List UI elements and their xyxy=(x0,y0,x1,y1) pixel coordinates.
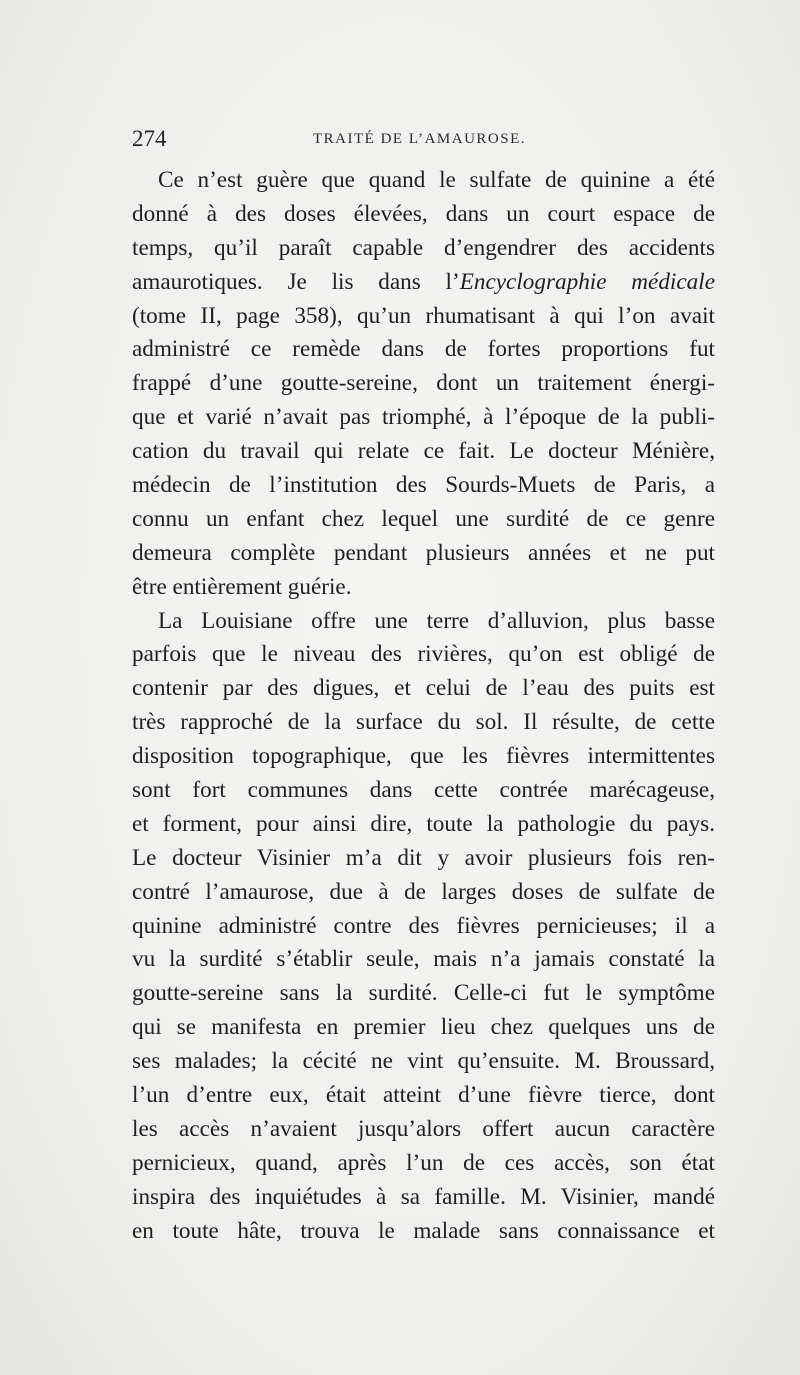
text-line: cation du travail qui relate ce fait. Le docteur Ménière, xyxy=(132,438,715,465)
text-line: contré l’amaurose, due à de larges doses de sulfate de xyxy=(132,878,715,905)
text-line: Ce n’est guère que quand le sulfate de quinine a été xyxy=(158,167,715,193)
text-line: administré ce remède dans de fortes proportions fut xyxy=(132,336,715,363)
text-line: frappé d’une goutte-sereine, dont un traitement énergi- xyxy=(132,370,715,397)
text-line xyxy=(132,266,715,300)
body-text xyxy=(132,164,715,1249)
text-line: ses malades; la cécité ne vint qu’ensuite. M. Broussard, xyxy=(132,1048,715,1075)
text-line: disposition topographique, que les fièvres intermittentes xyxy=(132,743,715,770)
text-line: en toute hâte, trouva le malade sans connaissance et xyxy=(132,1217,715,1244)
text-line: Le docteur Visinier m’a dit y avoir plusieurs fois ren- xyxy=(132,844,715,871)
text-line: (tome II, page 358), qu’un rhumatisant à qui l’on avait xyxy=(132,302,715,329)
text-line-start: amaurotiques. Je lis dans l’ xyxy=(132,268,460,295)
text-line: être entièrement guérie. xyxy=(132,573,352,600)
text-line: médecin de l’institution des Sourds-Muets de Paris, a xyxy=(132,472,715,499)
text-line: vu la surdité s’établir seule, mais n’a jamais constaté la xyxy=(132,946,715,973)
text-line: et forment, pour ainsi dire, toute la pathologie du pays. xyxy=(132,810,715,837)
running-head: TRAITÉ DE L’AMAUROSE. xyxy=(313,131,527,147)
page-number: 274 xyxy=(132,126,167,151)
text-line: sont fort communes dans cette contrée marécageuse, xyxy=(132,777,715,804)
text-line: temps, qu’il paraît capable d’engendrer des accidents xyxy=(132,234,715,261)
text-line: goutte-sereine sans la surdité. Celle-ci fut le symptôme xyxy=(132,980,715,1007)
text-line: que et varié n’avait pas triomphé, à l’époque de la publi- xyxy=(132,404,715,431)
text-line: connu un enfant chez lequel une surdité de ce genre xyxy=(132,505,715,532)
text-line: inspira des inquiétudes à sa famille. M. Visinier, mandé xyxy=(132,1183,715,1210)
text-line: les accès n’avaient jusqu’alors offert aucun caractère xyxy=(132,1115,715,1142)
text-line: qui se manifesta en premier lieu chez quelques uns de xyxy=(132,1014,715,1041)
italic-title: Encyclographie médicale xyxy=(459,268,715,295)
text-line: l’un d’entre eux, était atteint d’une fièvre tierce, dont xyxy=(132,1082,715,1109)
paragraph-2 xyxy=(132,605,715,1249)
text-line: donné à des doses élevées, dans un court espace de xyxy=(132,200,715,227)
text-line: quinine administré contre des fièvres pernicieuses; il a xyxy=(132,912,715,939)
text-line: demeura complète pendant plusieurs années et ne put xyxy=(132,539,715,566)
text-line: très rapproché de la surface du sol. Il résulte, de cette xyxy=(132,709,715,736)
text-line: pernicieux, quand, après l’un de ces accès, son état xyxy=(132,1149,715,1176)
page-header xyxy=(132,126,718,156)
paragraph-1 xyxy=(132,164,715,605)
text-line: parfois que le niveau des rivières, qu’on est obligé de xyxy=(132,641,715,668)
text-line: La Louisiane offre une terre d’alluvion, plus basse xyxy=(158,607,715,634)
text-line: contenir par des digues, et celui de l’eau des puits est xyxy=(132,675,715,702)
